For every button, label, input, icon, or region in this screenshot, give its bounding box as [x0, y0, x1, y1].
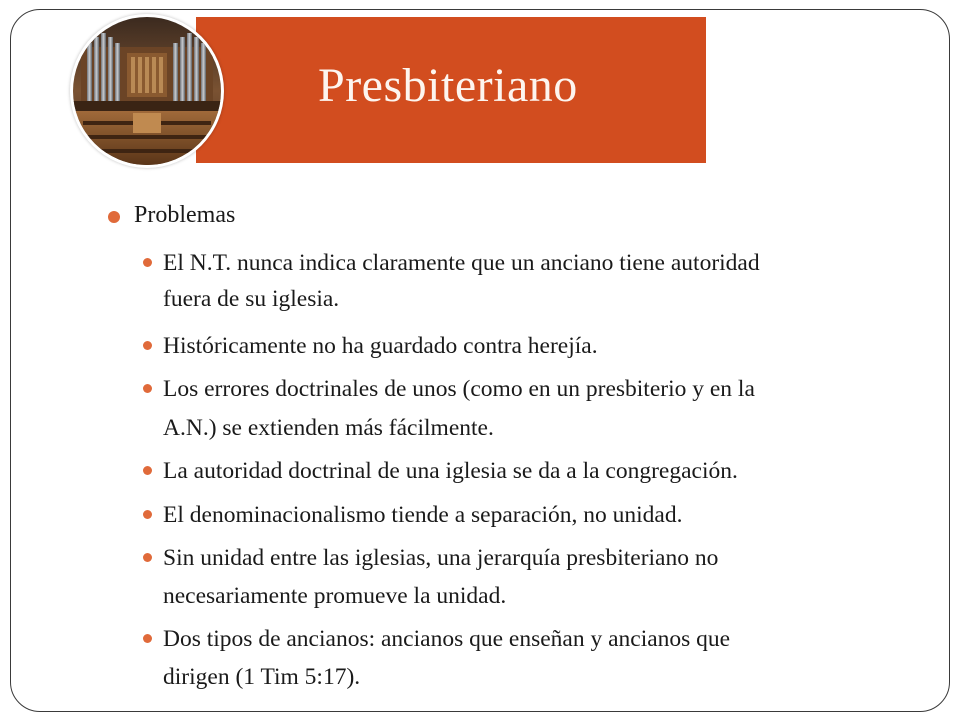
bullet-dot	[143, 553, 152, 562]
point-line: fuera de su iglesia.	[163, 286, 340, 312]
bullet-dot	[143, 510, 152, 519]
point-line: A.N.) se extienden más fácilmente.	[163, 415, 494, 441]
point-line: La autoridad doctrinal de una iglesia se da a la congregación.	[163, 458, 738, 484]
heading-problemas: Problemas	[134, 202, 236, 228]
point-line: Históricamente no ha guardado contra herejía.	[163, 333, 598, 359]
point-line: Sin unidad entre las iglesias, una jerarquía presbiteriano no	[163, 545, 719, 571]
point-line: dirigen (1 Tim 5:17).	[163, 664, 361, 690]
point-line: El denominacionalismo tiende a separación, no unidad.	[163, 502, 683, 528]
bullet-dot	[143, 258, 152, 267]
bullet-dot	[143, 341, 152, 350]
slide-title: Presbiteriano	[318, 59, 578, 112]
bullet-dot	[143, 466, 152, 475]
point-line: Dos tipos de ancianos: ancianos que enseñan y ancianos que	[163, 626, 731, 652]
bullet-dot	[143, 634, 152, 643]
bullet-dot	[108, 211, 120, 223]
point-line: El N.T. nunca indica claramente que un anciano tiene autoridad	[163, 250, 760, 276]
point-line: necesariamente promueve la unidad.	[163, 583, 507, 609]
bullet-dot	[143, 384, 152, 393]
point-line: Los errores doctrinales de unos (como en un presbiterio y en la	[163, 376, 755, 402]
